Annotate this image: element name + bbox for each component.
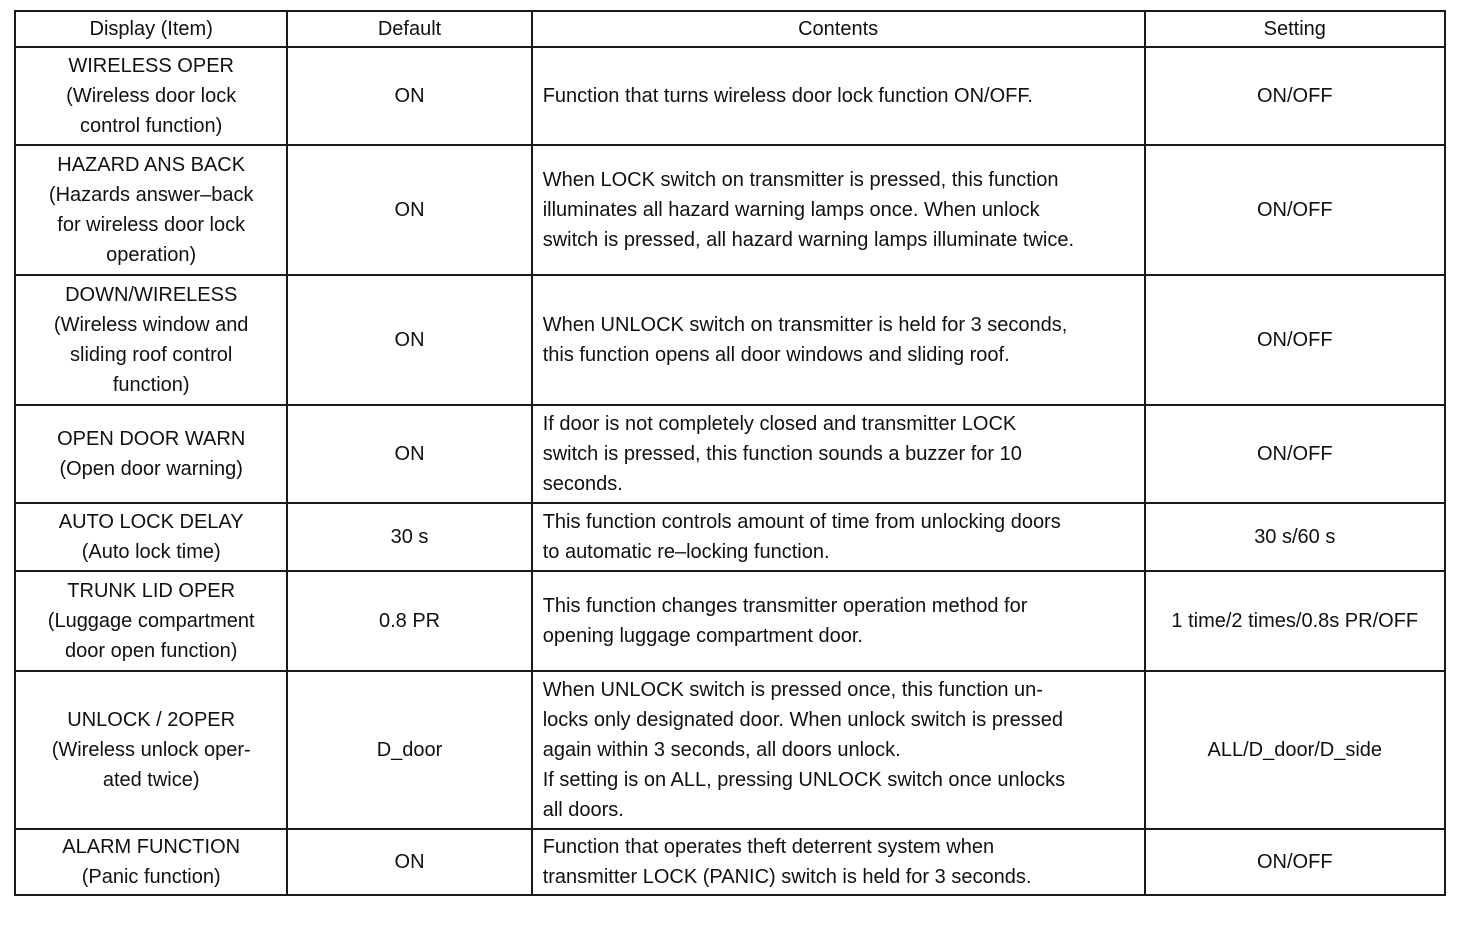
contents-line: switch is pressed, this function sounds a buzzer for 10 — [542, 443, 1022, 465]
header-default: Default — [287, 11, 531, 47]
setting-options-cell: ON/OFF — [1145, 47, 1445, 145]
display-item-line: OPEN DOOR WARN — [57, 428, 246, 450]
display-item-cell — [15, 829, 287, 895]
display-item-line: (Panic function) — [81, 866, 221, 888]
contents-line: this function opens all door windows and sliding roof. — [542, 344, 1010, 366]
display-item-line: WIRELESS OPER — [68, 55, 234, 77]
header-display-item: Display (Item) — [15, 11, 287, 47]
default-value-cell: ON — [287, 405, 531, 503]
contents-line: switch is pressed, all hazard warning lamps illuminate twice. — [542, 229, 1075, 251]
contents-line: to automatic re–locking function. — [542, 541, 830, 563]
display-item-line: (Wireless door lock — [66, 85, 237, 107]
contents-line: seconds. — [542, 473, 623, 495]
contents-line: This function controls amount of time from unlocking doors — [542, 511, 1061, 533]
contents-line: transmitter LOCK (PANIC) switch is held for 3 seconds. — [542, 866, 1032, 888]
contents-cell — [532, 275, 1145, 405]
table-row — [15, 47, 1445, 145]
contents-cell — [532, 671, 1145, 829]
setting-options-cell: 1 time/2 times/0.8s PR/OFF — [1145, 571, 1445, 671]
display-item-line: door open function) — [65, 640, 238, 662]
table-row — [15, 405, 1445, 503]
contents-line: all doors. — [542, 799, 624, 821]
display-item-cell — [15, 145, 287, 275]
display-item-cell — [15, 275, 287, 405]
display-item-cell — [15, 571, 287, 671]
default-value-cell: 30 s — [287, 503, 531, 571]
table-row — [15, 571, 1445, 671]
table-row — [15, 145, 1445, 275]
display-item-line: (Auto lock time) — [81, 541, 221, 563]
header-contents: Contents — [532, 11, 1145, 47]
display-item-line: for wireless door lock — [57, 214, 246, 236]
display-item-cell — [15, 671, 287, 829]
contents-cell — [532, 47, 1145, 145]
contents-line: This function changes transmitter operation method for — [542, 595, 1028, 617]
default-value-cell: ON — [287, 145, 531, 275]
default-value-cell: 0.8 PR — [287, 571, 531, 671]
display-item-line: DOWN/WIRELESS — [65, 284, 238, 306]
display-item-line: TRUNK LID OPER — [67, 580, 236, 602]
contents-line: If setting is on ALL, pressing UNLOCK switch once unlocks — [542, 769, 1066, 791]
contents-cell — [532, 571, 1145, 671]
display-item-line: (Open door warning) — [59, 458, 243, 480]
contents-line: locks only designated door. When unlock switch is pressed — [542, 709, 1063, 731]
display-item-line: sliding roof control — [70, 344, 233, 366]
default-value-cell: ON — [287, 275, 531, 405]
display-item-line: control function) — [80, 115, 223, 137]
setting-options-cell: ON/OFF — [1145, 405, 1445, 503]
display-item-line: (Wireless window and — [53, 314, 249, 336]
table-row — [15, 829, 1445, 895]
contents-line: If door is not completely closed and transmitter LOCK — [542, 413, 1017, 435]
table-row — [15, 671, 1445, 829]
display-item-cell — [15, 47, 287, 145]
contents-line: When LOCK switch on transmitter is pressed, this function — [542, 169, 1059, 191]
contents-line: illuminates all hazard warning lamps once. When unlock — [542, 199, 1040, 221]
contents-line: When UNLOCK switch on transmitter is held for 3 seconds, — [542, 314, 1068, 336]
table-row — [15, 275, 1445, 405]
contents-line: again within 3 seconds, all doors unlock. — [542, 739, 901, 761]
contents-line: Function that operates theft deterrent system when — [542, 836, 995, 858]
display-item-line: (Luggage compartment — [47, 610, 255, 632]
display-item-cell — [15, 503, 287, 571]
display-item-cell — [15, 405, 287, 503]
setting-options-cell: ON/OFF — [1145, 145, 1445, 275]
display-item-line: ated twice) — [102, 769, 200, 791]
customize-settings-table — [14, 10, 1446, 896]
display-item-line: function) — [112, 374, 190, 396]
contents-line: Function that turns wireless door lock function ON/OFF. — [542, 85, 1033, 107]
contents-cell — [532, 405, 1145, 503]
contents-line: opening luggage compartment door. — [542, 625, 863, 647]
contents-cell — [532, 829, 1145, 895]
setting-options-cell: 30 s/60 s — [1145, 503, 1445, 571]
display-item-line: AUTO LOCK DELAY — [58, 511, 244, 533]
default-value-cell: D_door — [287, 671, 531, 829]
display-item-line: HAZARD ANS BACK — [57, 154, 246, 176]
contents-line: When UNLOCK switch is pressed once, this function un- — [542, 679, 1043, 701]
table-row — [15, 503, 1445, 571]
default-value-cell: ON — [287, 829, 531, 895]
setting-options-cell: ON/OFF — [1145, 829, 1445, 895]
display-item-line: (Wireless unlock oper- — [51, 739, 251, 761]
contents-cell — [532, 145, 1145, 275]
display-item-line: ALARM FUNCTION — [62, 836, 241, 858]
table-header-row — [15, 11, 1445, 47]
setting-options-cell: ON/OFF — [1145, 275, 1445, 405]
setting-options-cell: ALL/D_door/D_side — [1145, 671, 1445, 829]
display-item-line: (Hazards answer–back — [48, 184, 254, 206]
header-setting: Setting — [1145, 11, 1445, 47]
default-value-cell: ON — [287, 47, 531, 145]
display-item-line: UNLOCK / 2OPER — [67, 709, 236, 731]
contents-cell — [532, 503, 1145, 571]
display-item-line: operation) — [106, 244, 197, 266]
